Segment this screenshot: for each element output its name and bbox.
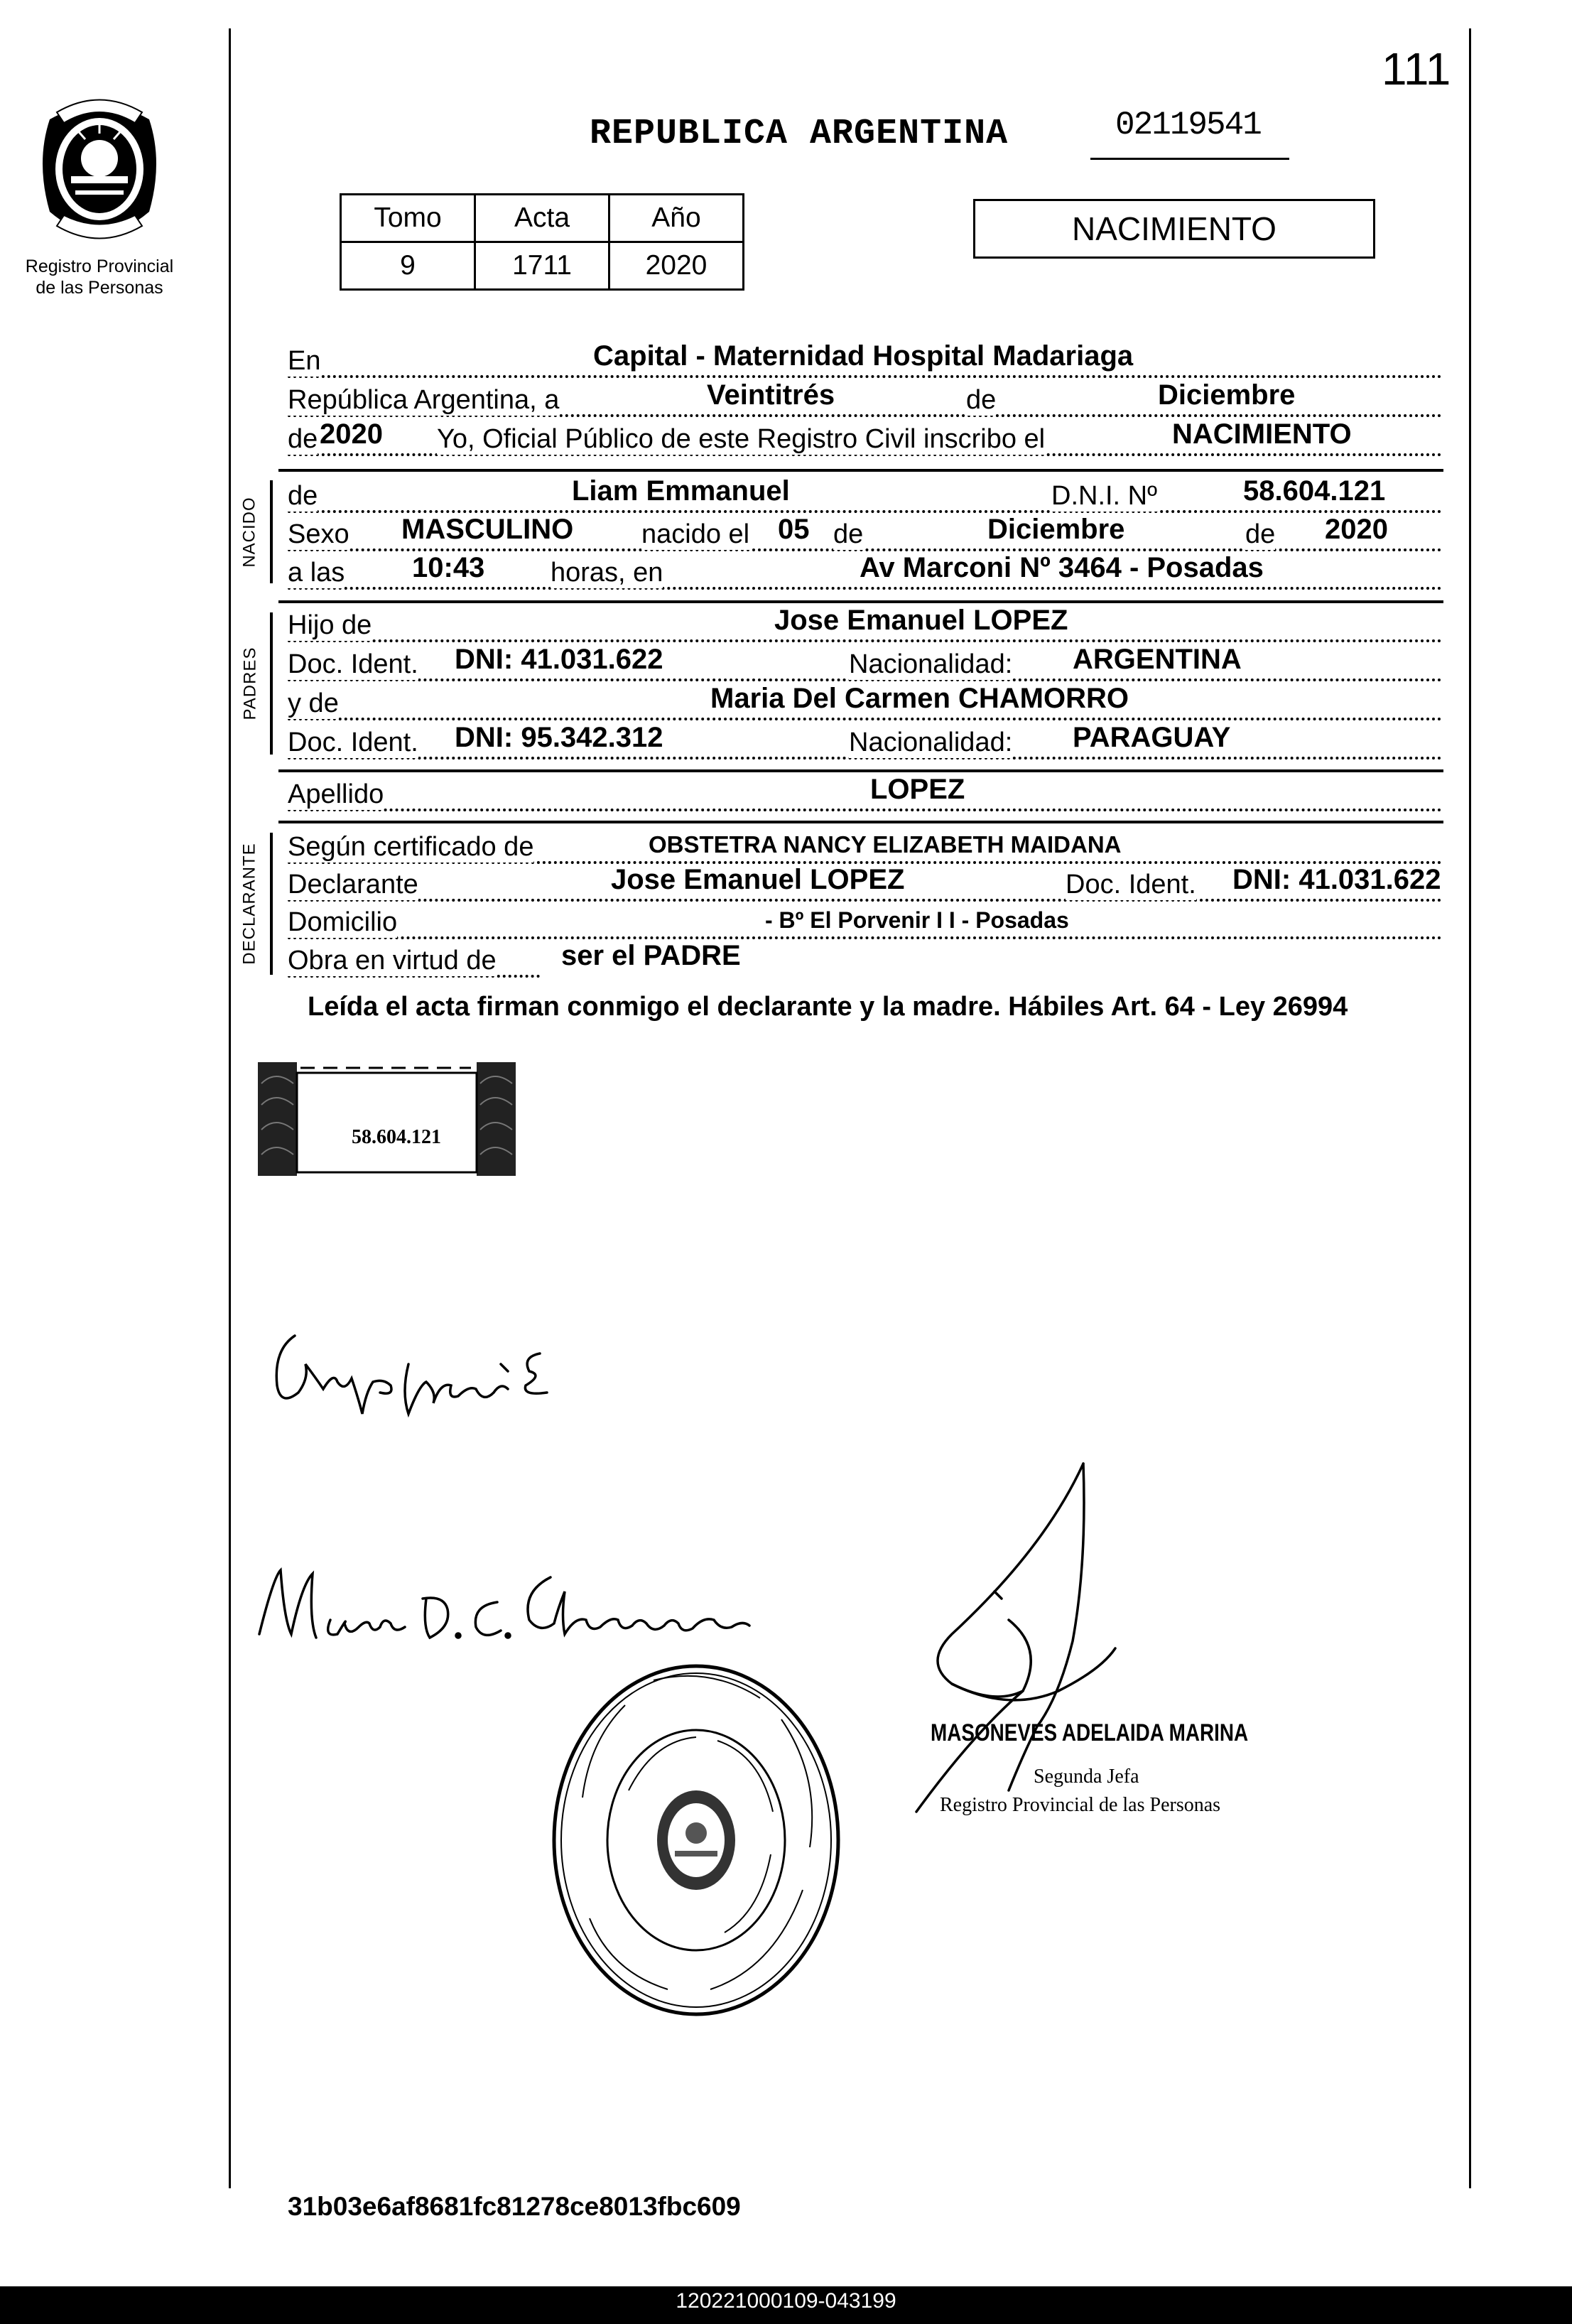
tomo-value: 9 — [341, 242, 475, 290]
mother-doc: DNI: 95.342.312 — [455, 722, 663, 753]
birth-time-line — [288, 551, 1442, 594]
mother-signature — [252, 1549, 778, 1655]
serial-number: 02119541 — [1115, 107, 1261, 144]
padres-side-label — [229, 612, 271, 755]
birth-day: 05 — [778, 514, 810, 545]
father-signature — [266, 1314, 579, 1428]
section-separator — [278, 821, 1443, 823]
dotted-fill — [288, 587, 1442, 590]
declarant-line — [288, 863, 1442, 906]
section-separator — [278, 600, 1443, 603]
capacity-line — [288, 939, 1442, 982]
capacity-label: Obra en virtud de — [288, 946, 497, 975]
address-line — [288, 901, 1442, 944]
father-doc-line — [288, 643, 1442, 686]
place-line — [288, 340, 1442, 382]
day-words: Veintitrés — [707, 379, 835, 411]
dotted-fill — [288, 718, 1442, 720]
de-label: de — [288, 424, 318, 454]
child-of-label: Hijo de — [288, 610, 372, 640]
doc-label: Doc. Ident. — [288, 728, 418, 757]
year-value: 2020 — [320, 418, 383, 450]
certificate-value: OBSTETRA NANCY ELIZABETH MAIDANA — [649, 831, 1122, 858]
child-sex-line — [288, 513, 1442, 556]
hours-label: horas, en — [551, 558, 663, 588]
logo-caption — [0, 256, 199, 298]
mother-name: Maria Del Carmen CHAMORRO — [710, 683, 1129, 714]
father-name: Jose Emanuel LOPEZ — [774, 605, 1068, 636]
surname-label: Apellido — [288, 779, 384, 809]
document-hash: 31b03e6af8681fc81278ce8013fbc609 — [288, 2192, 741, 2221]
reference-table — [340, 193, 744, 291]
inscribe-text: Yo, Oficial Público de este Registro Civil inscribo el — [437, 424, 1046, 454]
father-doc: DNI: 41.031.622 — [455, 644, 663, 675]
child-name-line — [288, 475, 1442, 517]
mother-name-line — [288, 682, 1442, 725]
nationality-label: Nacionalidad: — [849, 728, 1013, 757]
birth-year: 2020 — [1325, 514, 1388, 545]
closing-statement: Leída el acta firman conmigo el declarante y la madre. Hábiles Art. 64 - Ley 26994 — [308, 992, 1348, 1022]
acta-value: 1711 — [475, 242, 609, 290]
padres-side-text: PADRES — [240, 647, 260, 720]
section-separator — [278, 769, 1443, 772]
born-label: nacido el — [641, 519, 750, 549]
section-separator — [278, 469, 1443, 472]
month-value: Diciembre — [1158, 379, 1296, 411]
official-organization: Registro Provincial de las Personas — [940, 1794, 1221, 1816]
birth-time: 10:43 — [412, 552, 485, 583]
serial-underline — [1090, 158, 1289, 160]
place-value: Capital - Maternidad Hospital Madariaga — [593, 340, 1134, 372]
ano-value: 2020 — [609, 242, 744, 290]
dni-label: D.N.I. Nº — [1051, 481, 1157, 511]
sex-label: Sexo — [288, 519, 349, 549]
de-label: de — [288, 481, 318, 511]
nationality-label: Nacionalidad: — [849, 649, 1013, 679]
official-role: Segunda Jefa — [1034, 1766, 1139, 1788]
page-number: 111 — [1382, 43, 1451, 94]
child-sex: MASCULINO — [401, 514, 574, 545]
reference-table-value-row — [341, 242, 744, 290]
date-line — [288, 379, 1442, 421]
de-label: de — [966, 385, 997, 415]
address-value: - Bº El Porvenir I I - Posadas — [765, 907, 1069, 933]
official-name: MASONEVES ADELAIDA MARINA — [931, 1719, 1249, 1746]
country-title: REPUBLICA ARGENTINA — [590, 114, 1009, 154]
declarante-side-text: DECLARANTE — [240, 843, 259, 965]
child-dni: 58.604.121 — [1243, 475, 1386, 507]
fingerprint-stamp-number: 58.604.121 — [352, 1126, 441, 1148]
child-name: Liam Emmanuel — [572, 475, 790, 507]
reference-table-header-row — [341, 195, 744, 242]
de-label: de — [833, 519, 864, 549]
father-nationality: ARGENTINA — [1073, 644, 1242, 675]
footer-id: 120221000109-043199 — [676, 2289, 896, 2313]
mother-nationality: PARAGUAY — [1073, 722, 1231, 753]
ano-header: Año — [609, 195, 744, 242]
acta-header: Acta — [475, 195, 609, 242]
certificate-line — [288, 826, 1442, 868]
logo-caption-line: Registro Provincial — [25, 256, 174, 276]
birth-place: Av Marconi Nº 3464 - Posadas — [860, 552, 1264, 583]
declarant-name: Jose Emanuel LOPEZ — [611, 864, 905, 895]
declarant-label: Declarante — [288, 870, 418, 899]
province-emblem-logo — [28, 91, 170, 254]
doc-label: Doc. Ident. — [1066, 870, 1196, 899]
nacido-side-label — [229, 480, 271, 583]
time-label: a las — [288, 558, 345, 588]
dotted-fill — [288, 639, 1442, 642]
certificate-label: Según certificado de — [288, 832, 534, 862]
de-label: de — [1245, 519, 1276, 549]
fingerprint-stamp — [258, 1062, 516, 1176]
declarante-side-label — [229, 833, 271, 975]
father-name-line — [288, 604, 1442, 647]
country-label: República Argentina, a — [288, 385, 560, 415]
right-margin-rule — [1469, 28, 1471, 2188]
tomo-header: Tomo — [341, 195, 475, 242]
surname-line — [288, 773, 1442, 816]
capacity-value: ser el PADRE — [561, 940, 741, 971]
surname-value: LOPEZ — [870, 774, 965, 805]
place-label: En — [288, 346, 321, 376]
logo-caption-line: de las Personas — [36, 278, 163, 298]
official-round-seal — [547, 1655, 845, 2025]
doc-label: Doc. Ident. — [288, 649, 418, 679]
act-type-box — [973, 199, 1375, 259]
act-type: NACIMIENTO — [1072, 210, 1276, 247]
left-margin-rule — [229, 28, 231, 2188]
dotted-fill — [288, 375, 1442, 378]
dotted-fill — [288, 809, 1442, 811]
birth-month: Diciembre — [987, 514, 1125, 545]
nacido-side-text: NACIDO — [240, 496, 259, 568]
mother-doc-line — [288, 721, 1442, 764]
inscribe-line — [288, 418, 1442, 460]
address-label: Domicilio — [288, 907, 398, 937]
inscribed-act: NACIMIENTO — [1172, 418, 1352, 450]
and-label: y de — [288, 688, 339, 718]
declarant-doc: DNI: 41.031.622 — [1232, 864, 1441, 895]
